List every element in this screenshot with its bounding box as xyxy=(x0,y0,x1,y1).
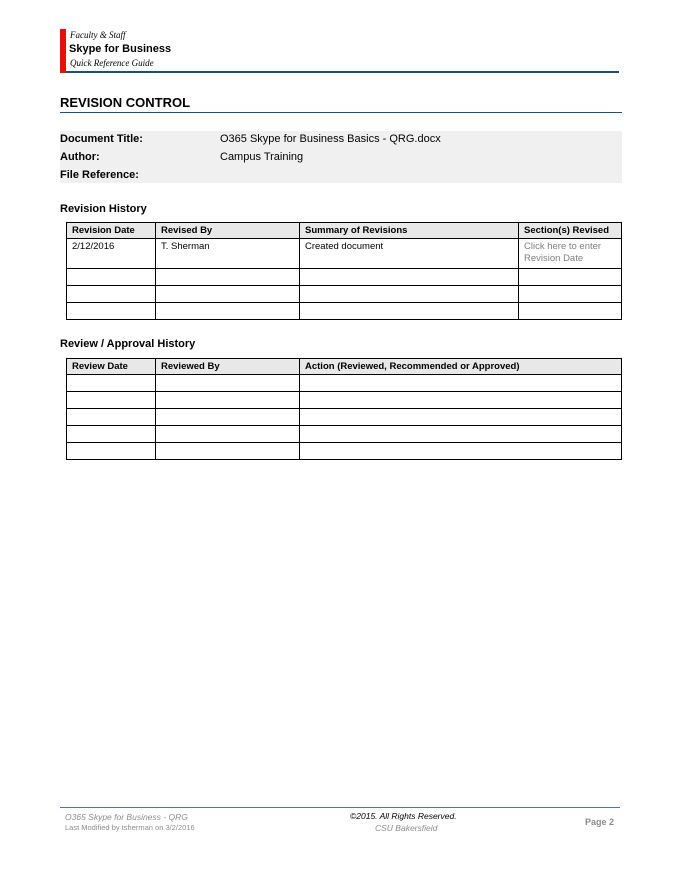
review-history-title: Review / Approval History xyxy=(60,338,196,350)
header-accent-bar xyxy=(60,29,66,73)
table-row xyxy=(67,303,622,320)
section-revised-placeholder[interactable] xyxy=(519,239,622,269)
footer-rule xyxy=(60,807,620,808)
placeholder-text: Click here to enter Revision Date xyxy=(524,241,602,264)
review-history-table xyxy=(66,358,622,460)
header-category: Faculty & Staff xyxy=(70,30,126,40)
footer-page-number: Page 2 xyxy=(585,817,615,827)
revision-history-table xyxy=(66,222,622,320)
table-row xyxy=(67,375,622,392)
column-header: Revision Date xyxy=(67,223,156,239)
file-reference-label: File Reference: xyxy=(60,169,139,181)
revision-date-cell: 2/12/2016 xyxy=(67,239,156,269)
column-header: Reviewed By xyxy=(156,359,300,375)
column-header: Summary of Revisions xyxy=(300,223,519,239)
footer-copyright: ©2015. All Rights Reserved. xyxy=(350,811,457,821)
column-header: Section(s) Revised xyxy=(519,223,622,239)
document-info-box xyxy=(60,131,622,183)
footer-organization: CSU Bakersfield xyxy=(375,823,438,833)
info-row-file-reference xyxy=(60,168,622,186)
revised-by-cell: T. Sherman xyxy=(156,239,300,269)
document-title-label: Document Title: xyxy=(60,133,143,145)
table-row xyxy=(67,269,622,286)
table-row xyxy=(67,443,622,460)
column-header: Action (Reviewed, Recommended or Approved) xyxy=(300,359,622,375)
table-row xyxy=(67,426,622,443)
table-row xyxy=(67,286,622,303)
table-row xyxy=(67,409,622,426)
footer-last-modified: Last Modified by tsherman on 3/2/2016 xyxy=(65,823,195,832)
summary-cell: Created document xyxy=(300,239,519,269)
author-value: Campus Training xyxy=(220,151,304,163)
revision-history-title: Revision History xyxy=(60,203,147,215)
document-title-value: O365 Skype for Business Basics - QRG.docx xyxy=(220,133,441,145)
column-header: Revised By xyxy=(156,223,300,239)
header-subtitle: Quick Reference Guide xyxy=(70,58,154,68)
table-header-row xyxy=(67,359,622,375)
section-rule xyxy=(60,112,622,113)
author-label: Author: xyxy=(60,151,100,163)
section-title: REVISION CONTROL xyxy=(60,95,191,110)
info-row-author xyxy=(60,150,622,168)
document-header xyxy=(60,29,620,75)
header-title: Skype for Business xyxy=(69,43,172,55)
header-rule xyxy=(66,71,619,73)
info-row-document-title xyxy=(60,132,622,150)
column-header: Review Date xyxy=(67,359,156,375)
table-header-row xyxy=(67,223,622,239)
footer-document-name: O365 Skype for Business - QRG xyxy=(65,812,188,822)
table-row xyxy=(67,392,622,409)
table-row xyxy=(67,239,622,269)
